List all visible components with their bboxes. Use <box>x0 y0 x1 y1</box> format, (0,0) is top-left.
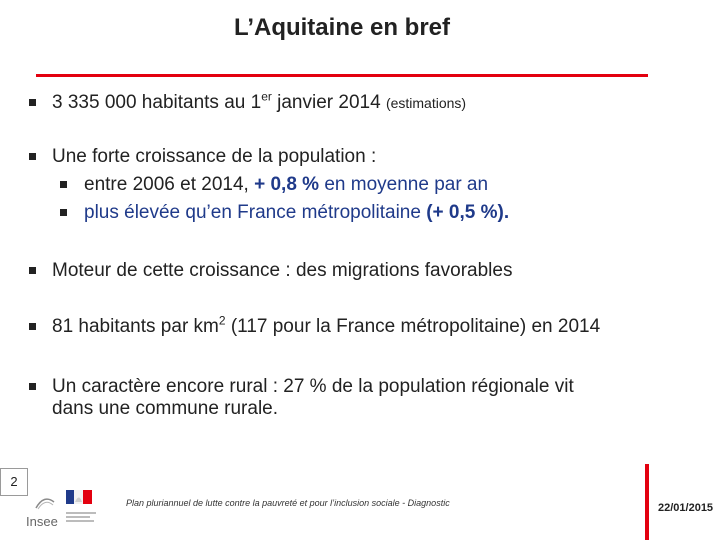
republique-francaise-caption <box>66 512 100 524</box>
sub-bullet-marker <box>60 181 67 188</box>
bullet-text: Moteur de cette croissance : des migrations favorables <box>52 260 513 281</box>
footer-date: 22/01/2015 <box>658 502 714 514</box>
page-number: 2 <box>0 468 28 496</box>
bullet-text: Une forte croissance de la population : <box>52 146 377 167</box>
density-exponent: 2 <box>218 313 226 328</box>
sub-bullet-text <box>84 174 488 196</box>
bullet-marker <box>29 383 36 390</box>
sub-bullet-text <box>84 202 509 224</box>
footer-divider <box>645 464 649 540</box>
population-text: 3 335 000 habitants au 1 <box>52 92 262 113</box>
bullet-marker <box>29 153 36 160</box>
sub-bullet-comparison <box>60 202 509 224</box>
bullet-population <box>29 89 467 114</box>
growth-rate-france: (+ 0,5 %). <box>426 202 510 223</box>
bullet-density <box>29 313 601 338</box>
republique-francaise-logo-icon <box>66 490 92 510</box>
bullet-text <box>52 89 467 114</box>
bullet-rural <box>29 376 574 420</box>
growth-rate-aquitaine: + 0,8 % <box>254 174 320 195</box>
sub-bullet-marker <box>60 209 67 216</box>
population-date: janvier 2014 <box>271 92 386 113</box>
growth-period: entre 2006 et 2014, <box>84 174 255 195</box>
estimation-note: (estimations) <box>385 95 467 111</box>
footer-caption: Plan pluriannuel de lutte contre la pauvreté et pour l’inclusion sociale - Diagnostic <box>126 498 450 508</box>
bullet-marker <box>29 267 36 274</box>
sub-bullet-growth-rate <box>60 174 488 196</box>
bullet-migration <box>29 260 512 282</box>
density-comparison: (117 pour la France métropolitaine) en 2014 <box>225 316 601 337</box>
bullet-marker <box>29 323 36 330</box>
bullet-text <box>52 313 601 338</box>
density-text: 81 habitants par km <box>52 316 219 337</box>
insee-logo-icon <box>34 496 56 510</box>
title-underline <box>36 74 648 77</box>
bullet-growth <box>29 146 376 168</box>
slide-title: L’Aquitaine en bref <box>233 14 451 41</box>
bullet-text-line-1: Un caractère encore rural : 27 % de la population régionale vit <box>52 376 574 397</box>
comparison-text: plus élevée qu’en France métropolitaine <box>84 202 427 223</box>
ordinal-suffix: er <box>261 89 272 104</box>
bullet-text-line-2: dans une commune rurale. <box>52 398 279 419</box>
bullet-marker <box>29 99 36 106</box>
growth-rate-unit: en moyenne par an <box>319 174 489 195</box>
insee-logo-text: Insee <box>26 514 58 529</box>
